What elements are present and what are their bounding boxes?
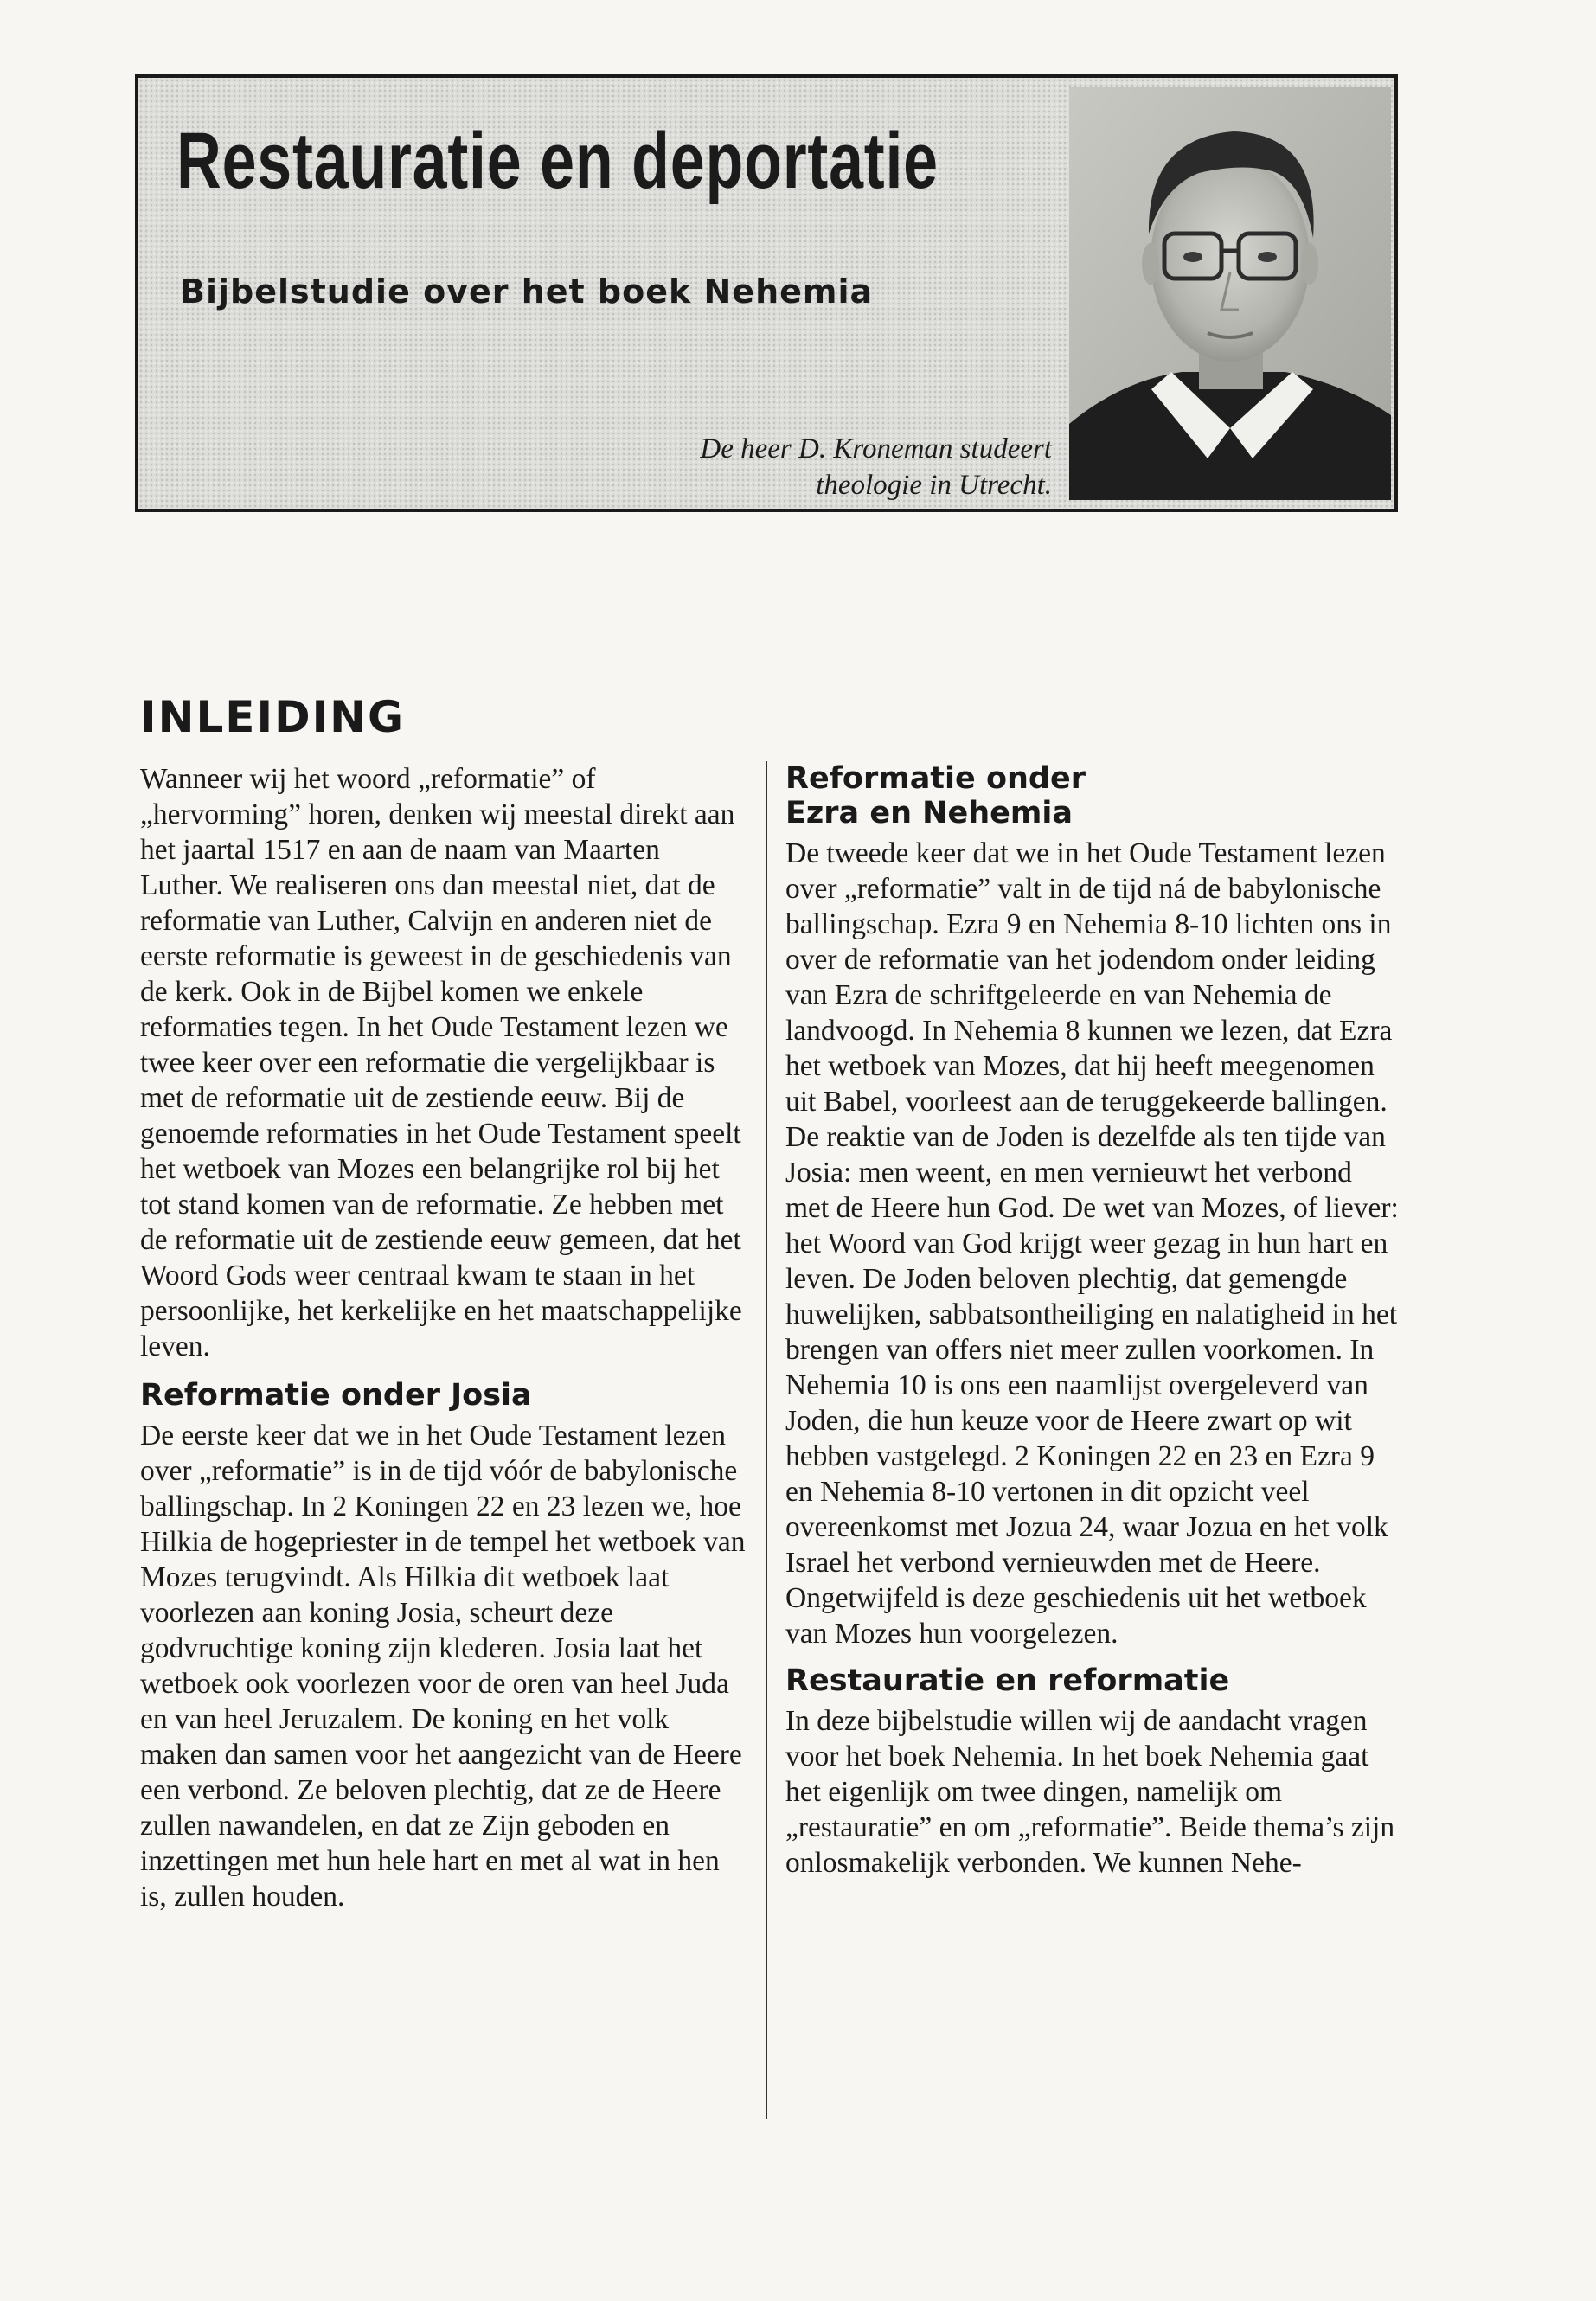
left-column [140, 761, 746, 1928]
restauratie-paragraph: In deze bijbelstudie willen wij de aandacht vragen voor het boek Nehemia. In het boek Nehemia gaat het eigenlijk om twee dingen, namelijk om „restauratie” en om „reformatie”. Beide thema’s zijn onlosmakelijk verbonden. We kunnen Nehe- [785, 1705, 1395, 1879]
heading-restauratie-reformatie: Restauratie en reformatie [785, 1663, 1230, 1698]
intro-paragraph: Wanneer wij het woord „reformatie” of „hervorming” horen, denken wij meestal direkt aan het jaartal 1517 en aan de naam van Maarten Luther. We realiseren ons dan meestal niet, dat de reformatie van Luther, Calvijn en anderen niet de eerste reformatie is geweest in de geschiedenis van de kerk. Ook in de Bijbel komen we enkele reformaties tegen. In het Oude Testament lezen we twee keer over een reformatie die vergelijkbaar is met de reformatie uit de zestiende eeuw. Bij de genoemde reformaties in het Oude Testament speelt het wetboek van Mozes een belangrijke rol bij het tot stand komen van de reformatie. Ze hebben met de reformatie uit de zestiende eeuw gemeen, dat het Woord Gods weer centraal kwam te staan in het persoonlijke, het kerkelijke en het maatschappelijke leven. [140, 763, 742, 1362]
article-subtitle: Bijbelstudie over het boek Nehemia [180, 272, 874, 311]
author-caption-line-2: theologie in Utrecht. [816, 470, 1052, 501]
section-heading-inleiding: INLEIDING [140, 692, 406, 742]
heading-reformatie-josia: Reformatie onder Josia [140, 1378, 532, 1413]
heading-reformatie-ezra-nehemia [785, 761, 1401, 830]
author-caption-line-1: De heer D. Kroneman studeert [700, 433, 1052, 465]
article-header [135, 74, 1398, 512]
ezra-paragraph: De tweede keer dat we in het Oude Testament lezen over „reformatie” valt in de tijd ná de babylonische ballingschap. Ezra 9 en Nehemia 8-10 lichten ons in over de reformatie van het jodendom onder leiding van Ezra de schriftgeleerde en van Nehemia de landvoogd. In Nehemia 8 kunnen we lezen, dat Ezra het wetboek van Mozes, dat hij heeft meegenomen uit Babel, voorleest aan de teruggekeerde ballingen. De reaktie van de Joden is dezelfde als ten tijde van Josia: men weent, en men vernieuwt het verbond met de Heere hun God. De wet van Mozes, of liever: het Woord van God krijgt weer gezag in hun hart en leven. De Joden beloven plechtig, dat gemengde huwelijken, sabbatsontheiliging en nalatigheid in het brengen van offers niet meer zullen voorkomen. In Nehemia 10 is ons een naamlijst overgeleverd van Joden, die hun keuze voor de Heere zwart op wit hebben vastgelegd. 2 Koningen 22 en 23 en Ezra 9 en Nehemia 8-10 vertonen in dit opzicht veel overeenkomst met Jozua 24, waar Jozua en het volk Israel het verbond vernieuwden met de Heere. Ongetwijfeld is deze geschiedenis uit het wetboek van Mozes hun voorgelezen. [785, 837, 1399, 1650]
author-caption [700, 431, 1052, 503]
heading-ezra-line-1: Reformatie onder [785, 761, 1086, 796]
heading-ezra-line-2: Ezra en Nehemia [785, 796, 1073, 830]
author-portrait [1069, 87, 1391, 500]
author-photo-image [1069, 87, 1391, 500]
josia-paragraph: De eerste keer dat we in het Oude Testament lezen over „reformatie” is in de tijd vóór de babylonische ballingschap. In 2 Koningen 22 en 23 lezen we, hoe Hilkia de hogepriester in de tempel het wetboek van Mozes terugvindt. Als Hilkia dit wetboek laat voorlezen aan koning Josia, scheurt deze godvruchtige koning zijn klederen. Josia laat het wetboek ook voorlezen voor de oren van heel Juda en van heel Jeruzalem. De koning en het volk maken dan samen voor het aangezicht van de Heere een verbond. Ze beloven plechtig, dat ze de Heere zullen nawandelen, en dat ze Zijn geboden en inzettingen met hun hele hart en met al wat in hen is, zullen houden. [140, 1420, 746, 1913]
article-title: Restauratie en deportatie [176, 117, 939, 205]
column-divider [766, 761, 767, 2119]
right-column [785, 761, 1401, 1893]
